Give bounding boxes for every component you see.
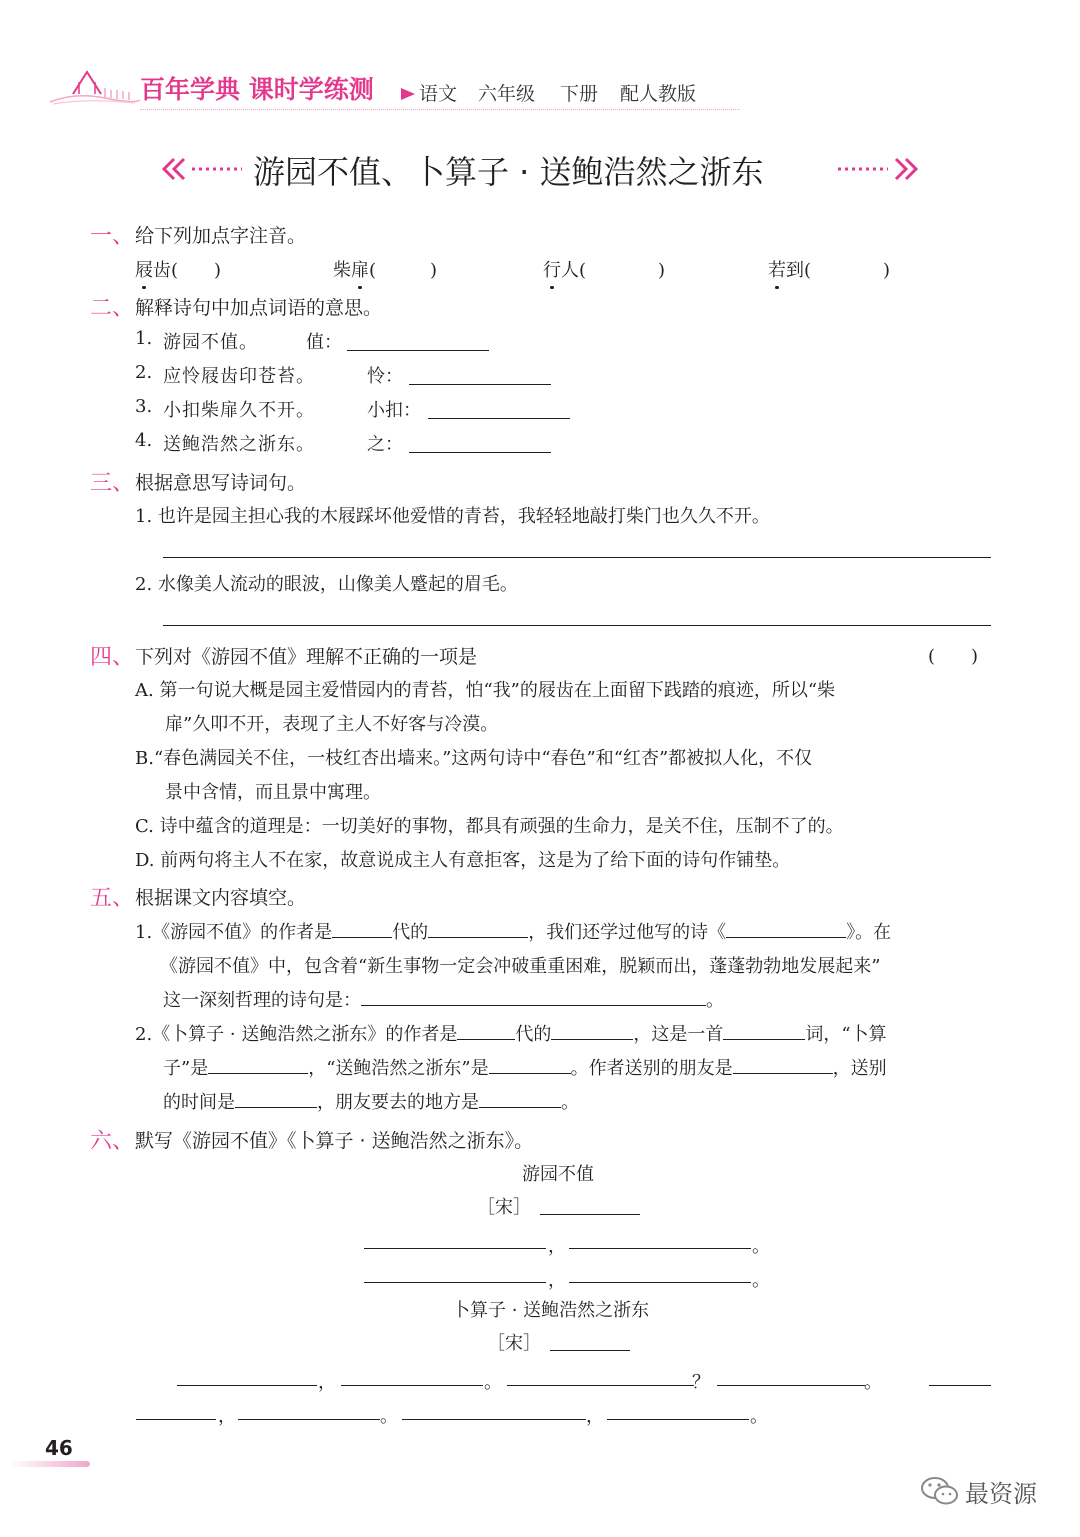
s2-key-3: 小扣：	[367, 400, 421, 421]
s2-line-2: 应怜屐齿印苍苔。	[163, 366, 315, 387]
period: 。	[752, 1236, 770, 1257]
char: 柴	[333, 260, 351, 281]
page-number: 46	[45, 1436, 73, 1460]
poem-2-author-blank[interactable]	[550, 1350, 630, 1351]
s2-answer-line-4[interactable]	[409, 452, 551, 453]
s5-q2-line-1	[135, 1020, 887, 1046]
comma: ，	[318, 1372, 336, 1393]
text: 。作者送别的朋友是	[570, 1058, 733, 1079]
comma: ，	[548, 1270, 566, 1291]
poem-2-blank-4[interactable]	[717, 1385, 865, 1386]
period: 。	[380, 1406, 398, 1427]
s2-num-2: 2.	[135, 362, 153, 383]
poem-1-blank-1[interactable]	[364, 1248, 546, 1249]
s3-question-1: 1. 也许是园主担心我的木屐踩坏他爱惜的青苔，我轻轻地敲打柴门也久久不开。	[135, 506, 770, 527]
blank[interactable]	[428, 919, 528, 938]
brand-title: 百年学典 课时学练测	[140, 75, 374, 104]
text: ，朋友要去的地方是	[317, 1092, 479, 1113]
section-6-heading: 默写《游园不值》《卜算子 · 送鲍浩然之浙东》。	[135, 1130, 534, 1152]
text: ，送别	[832, 1058, 887, 1079]
option-b-line-2: 景中含情，而且景中寓理。	[165, 782, 381, 803]
section-1-number: 一、	[90, 224, 135, 249]
blank[interactable]	[235, 1089, 317, 1108]
text: 2.《卜算子 · 送鲍浩然之浙东》的作者是	[135, 1024, 458, 1045]
char: 齿	[153, 260, 171, 281]
header-grade: 六年级	[478, 83, 536, 105]
s2-line-4: 送鲍浩然之浙东。	[163, 434, 315, 455]
text: 代的	[392, 922, 429, 943]
s2-key-2: 怜：	[367, 366, 403, 387]
s2-num-1: 1.	[135, 328, 153, 349]
pinyin-item-3	[543, 256, 665, 282]
poem-2-dynasty: ［宋］	[487, 1333, 541, 1354]
text: 的时间是	[163, 1092, 235, 1113]
pinyin-item-2	[333, 256, 437, 282]
text: ，这是一首	[633, 1024, 724, 1045]
poem-1-title: 游园不值	[522, 1164, 594, 1185]
answer-paren[interactable]: ( )	[369, 260, 438, 281]
s5-q2-line-2	[163, 1054, 887, 1080]
poem-2-blank-2[interactable]	[341, 1385, 483, 1386]
comma: ，	[218, 1406, 236, 1427]
text: 》。在	[846, 922, 892, 943]
blank[interactable]	[457, 1021, 515, 1040]
text: 。	[706, 990, 724, 1011]
pinyin-item-1	[135, 256, 221, 282]
house-logo-icon	[45, 62, 140, 108]
period: 。	[864, 1372, 882, 1393]
s2-num-4: 4.	[135, 430, 153, 451]
question-mark: ？	[692, 1372, 710, 1393]
s2-answer-line-1[interactable]	[347, 350, 489, 351]
pinyin-item-4	[768, 256, 890, 282]
header-edition: 配人教版	[620, 83, 697, 105]
s2-answer-line-2[interactable]	[409, 384, 551, 385]
poem-1-blank-4[interactable]	[569, 1282, 751, 1283]
text: 代的	[515, 1024, 552, 1045]
section-2-heading: 解释诗句中加点词语的意思。	[135, 297, 383, 319]
poem-1-blank-3[interactable]	[364, 1282, 546, 1283]
arrow-bullet-icon	[401, 88, 415, 100]
section-4-number: 四、	[90, 645, 135, 670]
option-c: C. 诗中蕴含的道理是：一切美好的事物，都具有顽强的生命力，是关不住，压制不了的。	[135, 816, 844, 837]
blank[interactable]	[208, 1055, 308, 1074]
title-right-chevron-icon	[835, 156, 920, 182]
dotted-char: 若	[768, 256, 786, 282]
option-b-line-1: B.“春色满园关不住，一枝红杏出墙来。”这两句诗中“春色”和“红杏”都被拟人化，不仅	[135, 748, 813, 769]
option-a-line-1: A. 第一句说大概是园主爱惜园内的青苔，怕“我”的屐齿在上面留下践踏的痕迹，所以“柴	[135, 680, 836, 701]
blank[interactable]	[726, 919, 846, 938]
header-dotted-rule	[140, 109, 740, 110]
s2-key-1: 值：	[306, 332, 342, 353]
comma: ，	[548, 1236, 566, 1257]
poem-1-dynasty: ［宋］	[477, 1197, 531, 1218]
poem-2-blank-3[interactable]	[507, 1385, 694, 1386]
s2-answer-line-3[interactable]	[428, 418, 570, 419]
poem-2-blank-1[interactable]	[177, 1385, 317, 1386]
s2-line-3: 小扣柴扉久不开。	[163, 400, 315, 421]
header-volume: 下册	[560, 83, 599, 105]
poem-2-blank-9[interactable]	[607, 1419, 749, 1420]
blank[interactable]	[332, 919, 392, 938]
poem-2-blank-6[interactable]	[136, 1419, 216, 1420]
blank[interactable]	[489, 1055, 571, 1074]
header-subject: 语文	[419, 83, 458, 105]
footer-pink-bar	[10, 1461, 90, 1467]
poem-1-blank-2[interactable]	[569, 1248, 751, 1249]
option-d: D. 前两句将主人不在家，故意说成主人有意拒客，这是为了给下面的诗句作铺垫。	[135, 850, 791, 871]
comma: ，	[586, 1406, 604, 1427]
wechat-icon	[920, 1475, 960, 1507]
page-title: 游园不值、卜算子 · 送鲍浩然之浙东	[253, 153, 764, 191]
section-5-heading: 根据课文内容填空。	[135, 887, 307, 909]
text: ，我们还学过他写的诗《	[528, 922, 727, 943]
section-3-number: 三、	[90, 471, 135, 496]
title-left-chevron-icon	[160, 156, 245, 182]
text: 1.《游园不值》的作者是	[135, 922, 333, 943]
answer-paren[interactable]: ( )	[804, 260, 891, 281]
dotted-char: 屐	[135, 256, 153, 282]
dotted-char: 行	[543, 256, 561, 282]
text: ，“送鲍浩然之浙东”是	[308, 1058, 489, 1079]
answer-paren[interactable]: ( )	[171, 260, 222, 281]
s3-question-2: 2. 水像美人流动的眼波，山像美人蹙起的眉毛。	[135, 574, 518, 595]
section-5-number: 五、	[90, 886, 135, 911]
blank[interactable]	[723, 1021, 805, 1040]
watermark-text: 最资源	[965, 1480, 1037, 1508]
dotted-char: 扉	[351, 256, 369, 282]
section-1-heading: 给下列加点字注音。	[135, 225, 307, 247]
text: 词，“卜算	[805, 1024, 887, 1045]
text: 。	[561, 1092, 579, 1113]
s2-key-4: 之：	[367, 434, 403, 455]
option-a-line-2: 扉”久叩不开，表现了主人不好客与冷漠。	[165, 714, 499, 735]
poem-2-blank-5[interactable]	[929, 1385, 991, 1386]
s5-q1-line-3	[163, 986, 724, 1012]
blank[interactable]	[479, 1089, 561, 1108]
s3-answer-line-2[interactable]	[163, 625, 991, 626]
char: 人	[561, 260, 579, 281]
period: 。	[484, 1372, 502, 1393]
blank[interactable]	[361, 987, 706, 1006]
poem-2-blank-8[interactable]	[402, 1419, 586, 1420]
section-4-heading: 下列对《游园不值》理解不正确的一项是	[135, 646, 478, 668]
section-2-number: 二、	[90, 296, 135, 321]
section-3-heading: 根据意思写诗词句。	[135, 472, 307, 494]
s5-q2-line-3	[163, 1088, 579, 1114]
s2-line-1: 游园不值。	[163, 332, 258, 353]
s5-q1-line-1	[135, 918, 891, 944]
poem-1-author-blank[interactable]	[540, 1214, 640, 1215]
blank[interactable]	[551, 1021, 633, 1040]
blank[interactable]	[733, 1055, 833, 1074]
s4-answer-paren[interactable]: ( )	[928, 646, 979, 667]
period: 。	[752, 1270, 770, 1291]
period: 。	[750, 1406, 768, 1427]
poem-2-title: 卜算子 · 送鲍浩然之浙东	[452, 1300, 650, 1321]
s2-num-3: 3.	[135, 396, 153, 417]
section-6-number: 六、	[90, 1129, 135, 1154]
text: 这一深刻哲理的诗句是：	[163, 990, 361, 1011]
poem-2-blank-7[interactable]	[238, 1419, 380, 1420]
s5-q1-line-2: 《游园不值》中，包含着“新生事物一定会冲破重重困难，脱颖而出，蓬蓬勃勃地发展起来”	[160, 956, 881, 977]
s3-answer-line-1[interactable]	[163, 557, 991, 558]
char: 到	[786, 260, 804, 281]
text: 子”是	[163, 1058, 209, 1079]
answer-paren[interactable]: ( )	[579, 260, 666, 281]
